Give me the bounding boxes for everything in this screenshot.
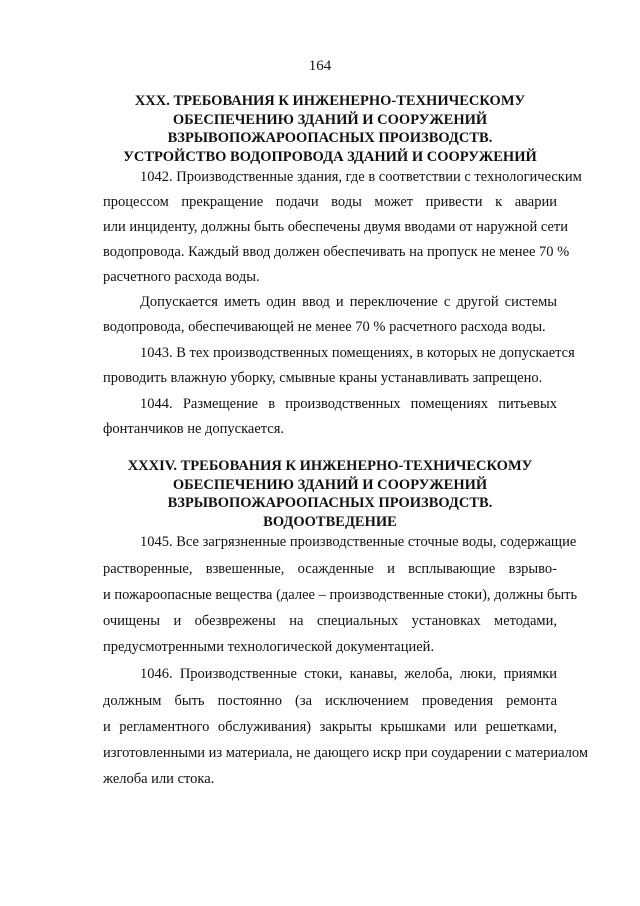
paragraph-1042-line: или инциденту, должны быть обеспечены двумя вводами от наружной сети [103,219,569,235]
paragraph-1045-line: очищены и обезврежены на специальных установках методами, [103,613,557,629]
paragraph-1046-line: изготовленными из материала, не дающего искр при соударении с материалом [103,745,589,761]
paragraph-1043-line: проводить влажную уборку, смывные краны устанавливать запрещено. [103,370,543,386]
section-34-heading [100,457,560,531]
paragraph-1043-line: 1043. В тех производственных помещениях, в которых не допускается [140,345,575,361]
heading-line: ВЗРЫВОПОЖАРООПАСНЫХ ПРОИЗВОДСТВ. [167,495,493,511]
section-30-heading [100,92,560,166]
heading-line: УСТРОЙСТВО ВОДОПРОВОДА ЗДАНИЙ И СООРУЖЕНИЙ [123,148,537,165]
paragraph-1045-line: 1045. Все загрязненные производственные сточные воды, содержащие [140,534,577,550]
heading-line: ОБЕСПЕЧЕНИЮ ЗДАНИЙ И СООРУЖЕНИЙ [172,476,488,493]
page-number: 164 [308,58,332,74]
paragraph-1042-line: расчетного расхода воды. [103,269,260,285]
paragraph-1042b-line: водопровода, обеспечивающей не менее 70 % расчетного расхода воды. [103,319,546,335]
heading-line: ВОДООТВЕДЕНИЕ [263,513,397,530]
paragraph-1042-line: водопровода. Каждый ввод должен обеспечивать на пропуск не менее 70 % [103,244,570,260]
paragraph-1044-line: фонтанчиков не допускается. [103,421,285,437]
heading-line: ВЗРЫВОПОЖАРООПАСНЫХ ПРОИЗВОДСТВ. [167,130,493,146]
paragraph-1045-line: предусмотренными технологической документацией. [103,639,435,655]
paragraph-1046-line: 1046. Производственные стоки, канавы, желоба, люки, приямки [140,666,557,682]
paragraph-1042-line: процессом прекращение подачи воды может привести к аварии [103,194,557,210]
paragraph-1045-line: растворенные, взвешенные, осажденные и всплывающие взрыво- [103,561,557,577]
paragraph-1042b-line: Допускается иметь один ввод и переключение с другой системы [140,294,557,310]
paragraph-1044-line: 1044. Размещение в производственных помещениях питьевых [140,396,557,412]
heading-line: XXX. ТРЕБОВАНИЯ К ИНЖЕНЕРНО-ТЕХНИЧЕСКОМУ [134,93,526,109]
paragraph-1042-line: 1042. Производственные здания, где в соответствии с технологическим [140,169,582,185]
heading-line: ОБЕСПЕЧЕНИЮ ЗДАНИЙ И СООРУЖЕНИЙ [172,111,488,128]
paragraph-1046-line: и регламентного обслуживания) закрыты крышками или решетками, [103,719,557,735]
paragraph-1046-line: должным быть постоянно (за исключением проведения ремонта [103,693,557,709]
paragraph-1045-line: и пожароопасные вещества (далее – производственные стоки), должны быть [103,587,578,603]
paragraph-1046-line: желоба или стока. [103,771,215,787]
heading-line: XXXIV. ТРЕБОВАНИЯ К ИНЖЕНЕРНО-ТЕХНИЧЕСКОМУ [127,458,533,474]
